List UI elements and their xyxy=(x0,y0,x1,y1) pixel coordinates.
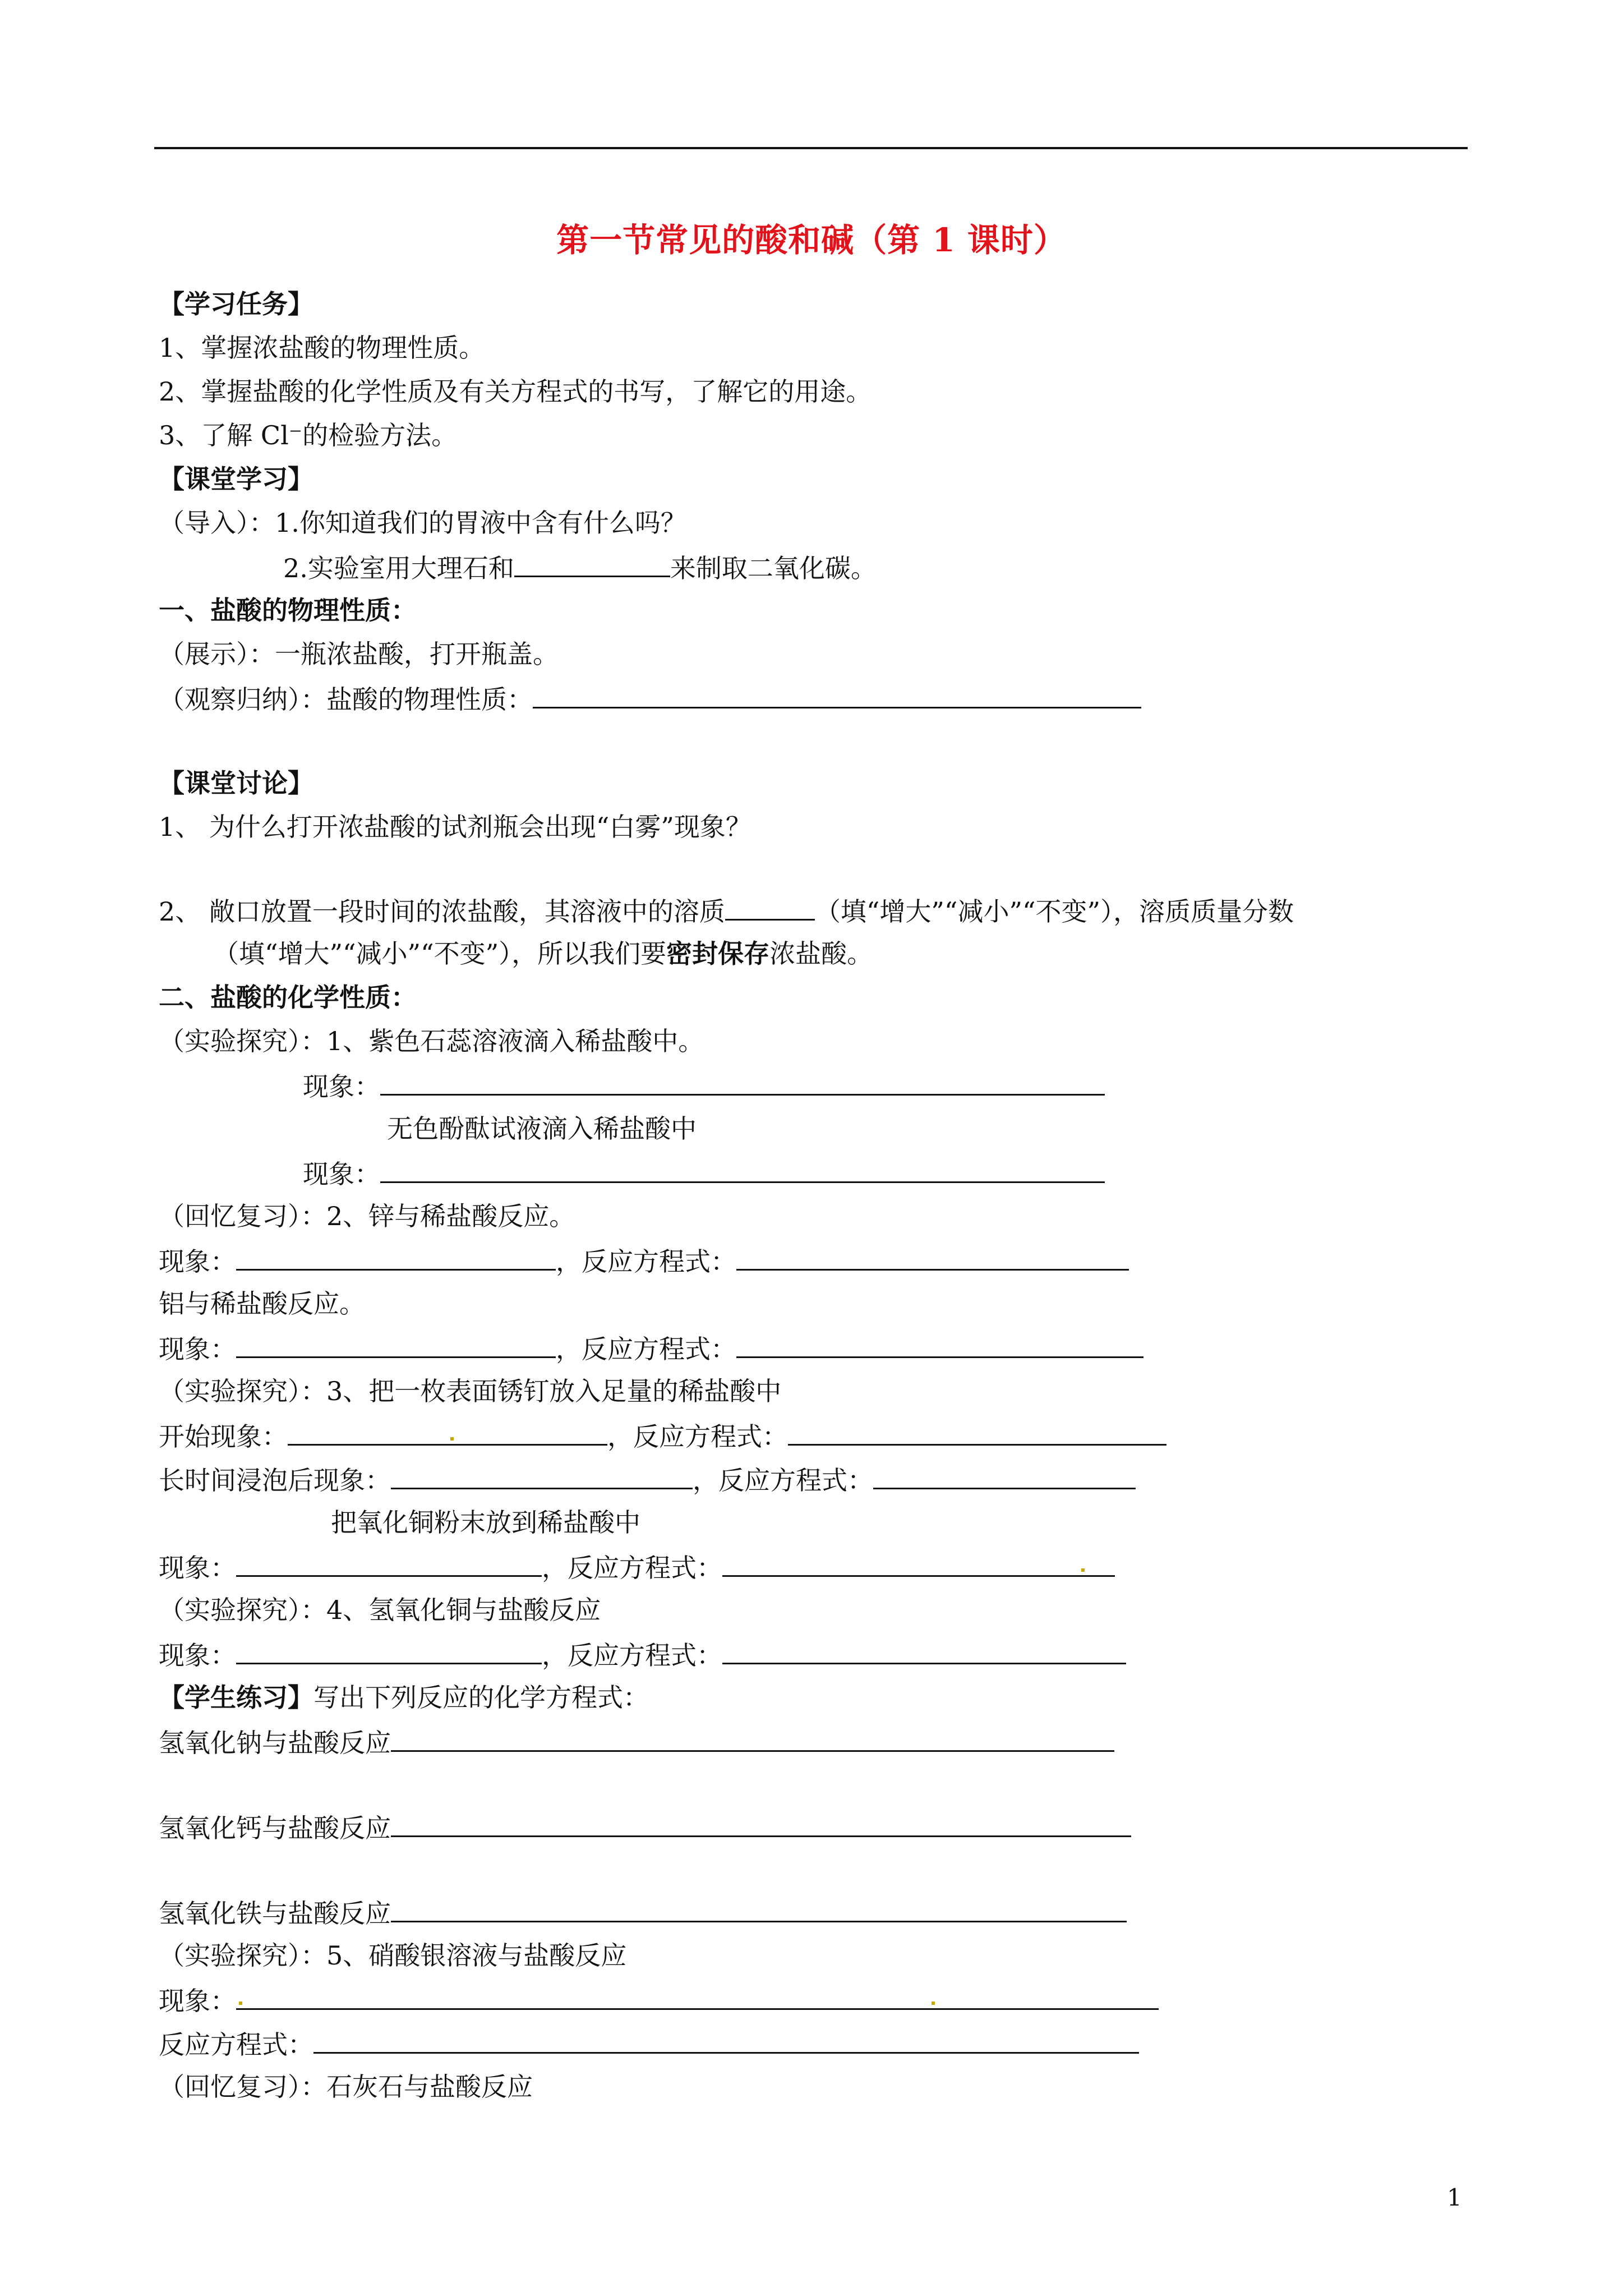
zinc-line: 现象： ，反应方程式： xyxy=(159,1243,1129,1278)
discuss-question-1: 1、 为什么打开浓盐酸的试剂瓶会出现“白雾”现象？ xyxy=(159,812,751,842)
task-item-1: 1、掌握浓盐酸的物理性质。 xyxy=(159,333,485,363)
intro-question-1: （导入）：1.你知道我们的胃液中含有什么吗？ xyxy=(159,508,686,538)
mark-dot xyxy=(932,2001,935,2005)
silver-nitrate-phenomenon: 现象： xyxy=(159,1982,1159,2018)
rust-start-line: 开始现象： ，反应方程式： xyxy=(159,1418,1166,1453)
fill-blank[interactable] xyxy=(236,1243,556,1271)
fill-blank[interactable] xyxy=(391,1895,1127,1922)
experiment-1: （实验探究）：1、紫色石蕊溶液滴入稀盐酸中。 xyxy=(159,1026,704,1056)
task-item-2: 2、掌握盐酸的化学性质及有关方程式的书写，了解它的用途。 xyxy=(159,376,872,407)
header-rule xyxy=(154,147,1468,149)
experiment-4: （实验探究）：4、氢氧化铜与盐酸反应 xyxy=(159,1595,601,1625)
fill-blank[interactable] xyxy=(533,681,1141,708)
caoh-line: 氢氧化钙与盐酸反应 xyxy=(159,1810,1131,1845)
recall-2: （回忆复习）：2、锌与稀盐酸反应。 xyxy=(159,1201,575,1231)
phenomenon-line: 现象： xyxy=(303,1068,1105,1103)
fill-blank[interactable] xyxy=(722,1549,1115,1577)
rust-long-line: 长时间浸泡后现象： ，反应方程式： xyxy=(159,1462,1136,1497)
aluminum-text: 铝与稀盐酸反应。 xyxy=(159,1289,365,1319)
copper-oxide-text: 把氧化铜粉末放到稀盐酸中 xyxy=(331,1507,640,1538)
mark-dot xyxy=(450,1437,454,1441)
fill-blank[interactable] xyxy=(391,1462,693,1489)
fill-blank[interactable] xyxy=(788,1418,1166,1446)
page-title: 第一节常见的酸和碱（第 1 课时） xyxy=(556,221,1067,259)
fill-blank[interactable] xyxy=(313,2026,1139,2054)
section-1-heading: 一、盐酸的物理性质： xyxy=(159,595,417,625)
fill-blank[interactable] xyxy=(236,1982,1159,2010)
fill-blank[interactable] xyxy=(391,1810,1131,1837)
experiment-5: （实验探究）：5、硝酸银溶液与盐酸反应 xyxy=(159,1940,627,1971)
section-2-heading: 二、盐酸的化学性质： xyxy=(159,982,417,1013)
fill-blank[interactable] xyxy=(736,1243,1129,1271)
observe-line: （观察归纳）：盐酸的物理性质： xyxy=(159,681,1141,716)
task-heading: 【学习任务】 xyxy=(159,289,313,319)
phenomenon-line: 现象： xyxy=(303,1156,1105,1191)
fill-blank[interactable] xyxy=(391,1724,1114,1752)
fill-blank[interactable] xyxy=(236,1549,542,1577)
fill-blank[interactable] xyxy=(736,1331,1144,1358)
fill-blank[interactable] xyxy=(873,1462,1136,1489)
fill-blank[interactable] xyxy=(236,1637,542,1664)
discuss-question-2: 2、 敞口放置一段时间的浓盐酸，其溶液中的溶质 （填“增大”“减小”“不变”），溶质质量分数 xyxy=(159,893,1294,928)
aluminum-line: 现象： ，反应方程式： xyxy=(159,1331,1144,1366)
silver-nitrate-equation: 反应方程式： xyxy=(159,2026,1139,2062)
fill-blank[interactable] xyxy=(288,1418,607,1446)
intro-question-2: 2.实验室用大理石和 来制取二氧化碳。 xyxy=(283,550,877,585)
fill-blank[interactable] xyxy=(722,1637,1126,1664)
page-number: 1 xyxy=(1447,2184,1462,2211)
mark-dot xyxy=(239,2001,242,2005)
fill-blank[interactable] xyxy=(380,1156,1105,1183)
task-item-3: 3、了解 Cl⁻的检验方法。 xyxy=(159,420,458,450)
show-text: （展示）：一瓶浓盐酸，打开瓶盖。 xyxy=(159,639,559,669)
copper-hydroxide-line: 现象： ，反应方程式： xyxy=(159,1637,1126,1672)
fill-blank[interactable] xyxy=(236,1331,556,1358)
recall-limestone: （回忆复习）：石灰石与盐酸反应 xyxy=(159,2072,533,2102)
naoh-line: 氢氧化钠与盐酸反应 xyxy=(159,1724,1114,1760)
discuss-question-2-cont: （填“增大”“减小”“不变”），所以我们要密封保存浓盐酸。 xyxy=(213,938,873,969)
practice-line: 【学生练习】写出下列反应的化学方程式： xyxy=(159,1682,649,1713)
experiment-3: （实验探究）：3、把一枚表面锈钉放入足量的稀盐酸中 xyxy=(159,1376,782,1406)
class-heading: 【课堂学习】 xyxy=(159,464,313,494)
experiment-1b: 无色酚酞试液滴入稀盐酸中 xyxy=(387,1114,697,1144)
discuss-heading: 【课堂讨论】 xyxy=(159,768,313,798)
fill-blank[interactable] xyxy=(380,1068,1105,1096)
fill-blank[interactable] xyxy=(514,550,670,577)
fill-blank[interactable] xyxy=(725,893,815,921)
feoh-line: 氢氧化铁与盐酸反应 xyxy=(159,1895,1127,1930)
copper-oxide-line: 现象： ，反应方程式： xyxy=(159,1549,1115,1585)
mark-dot xyxy=(1081,1568,1085,1572)
